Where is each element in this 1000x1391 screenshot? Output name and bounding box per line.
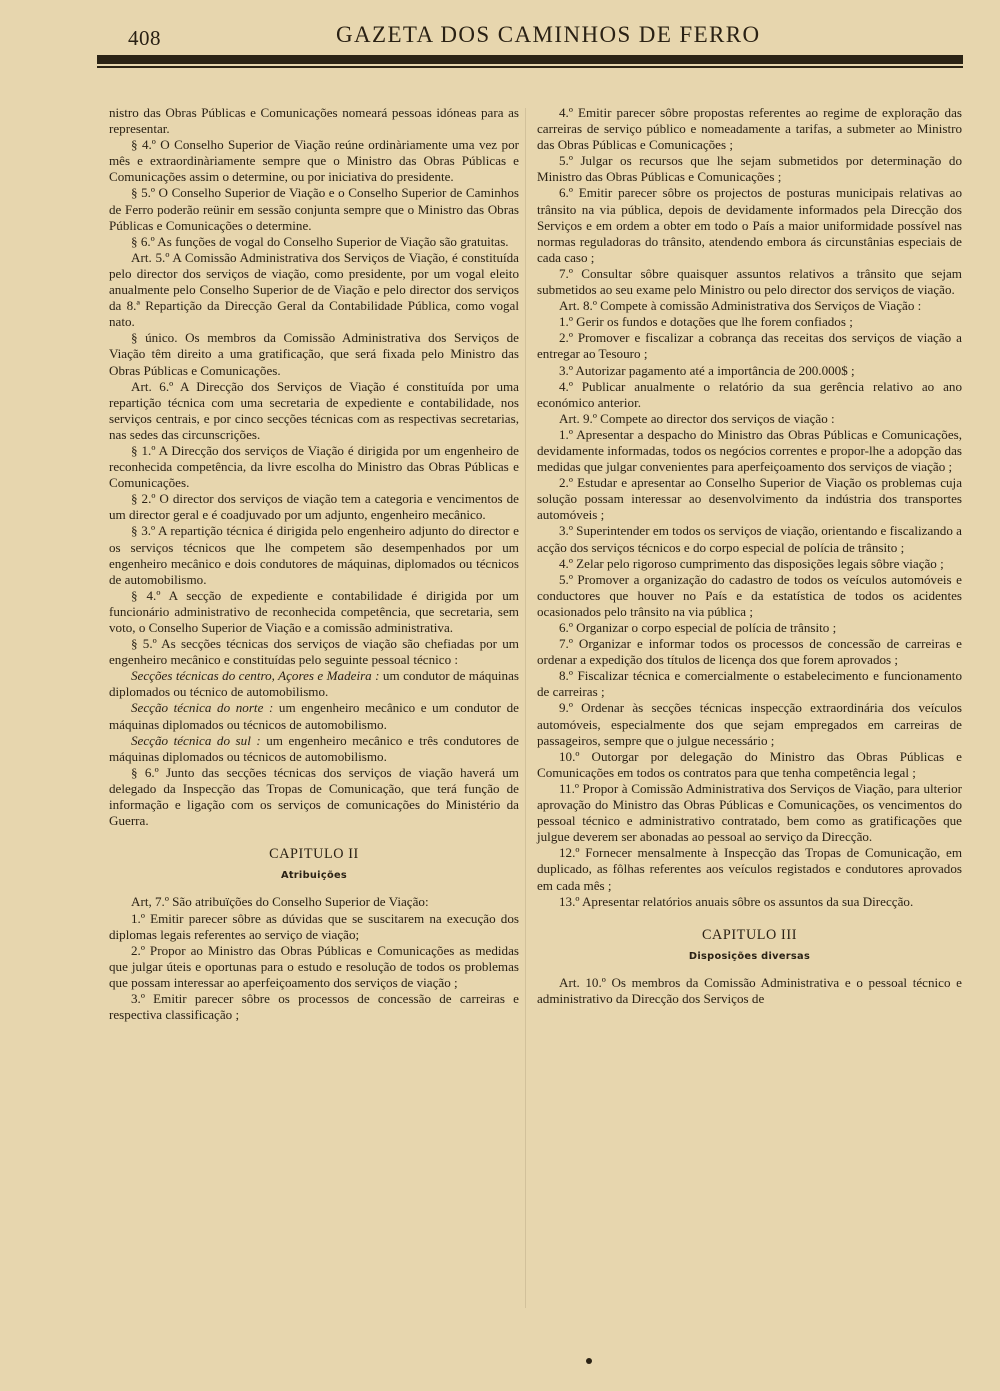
paragraph: 9.º Ordenar às secções técnicas inspecção extraordinária dos veículos automóveis, especialmente dos que sejam empregados em carreiras de passageiros, sempre que o julgue necessário ;	[537, 700, 962, 748]
paragraph: 3.º Autorizar pagamento até a importância de 200.000$ ;	[559, 362, 855, 378]
paragraph: § 4.º O Conselho Superior de Viação reúne ordinàriamente uma vez por mês e extraordinàriamente sempre que o Ministro das Obras Públicas e Comunicações assim o determine, ou por iniciativa do presidente.	[109, 137, 519, 185]
paragraph: § 5.º As secções técnicas dos serviços de viação são chefiadas por um engenheiro mecânico e constituídas pelo seguinte pessoal técnico :	[109, 636, 519, 668]
paragraph: 2.º Promover e fiscalizar a cobrança das receitas dos serviços de viação a entregar ao Tesouro ;	[537, 330, 962, 362]
chapter-subtitle: Disposições diversas	[688, 950, 811, 962]
chapter-subtitle: Atribuições	[280, 870, 348, 882]
paragraph: 6.º Organizar o corpo especial de polícia de trânsito ;	[559, 620, 837, 635]
header-rule-thick	[97, 55, 963, 64]
page-number: 408	[128, 26, 161, 50]
paragraph: § 6.º Junto das secções técnicas dos serviços de viação haverá um delegado da Inspecção das Tropas de Comunicação, que terá função de informação e ligação com os serviços de comunicações do Ministério da Guerra.	[109, 764, 519, 829]
section-text: um engenheiro mecânico e três condutores de máquinas diplomados ou técnicos de automobilismo.	[109, 732, 519, 764]
paragraph: 7.º Consultar sôbre quaisquer assuntos relativos a trânsito que sejam submetidos ao seu exame pelo Ministro ou pelo director dos serviços de viação.	[537, 265, 962, 298]
masthead-title: GAZETA DOS CAMINHOS DE FERRO	[336, 22, 761, 47]
paragraph: Art. 9.º Compete ao director dos serviços de viação :	[559, 410, 835, 426]
column-divider	[525, 108, 526, 1308]
paragraph: 2.º Propor ao Ministro das Obras Públicas e Comunicações as medidas que julgar úteis e oportunas para o estudo e resolução de todos os problemas que possam interessar ao aperfeiçoamento dos serviços de viação ;	[109, 942, 519, 990]
paragraph: 3.º Superintender em todos os serviços de viação, orientando e fiscalizando a acção dos serviços técnicos e do corpo especial de polícia de trânsito ;	[537, 523, 962, 555]
paragraph: 4.º Publicar anualmente o relatório da sua gerência relativo ao ano económico anterior.	[537, 378, 962, 410]
section-text: um condutor de máquinas diplomados ou técnico de automobilismo.	[109, 668, 519, 700]
paragraph: § 6.º As funções de vogal do Conselho Superior de Viação são gratuitas.	[131, 233, 509, 249]
paragraph: Art. 8.º Compete à comissão Administrativa dos Serviços de Viação :	[559, 298, 922, 314]
section-list-item	[109, 700, 519, 732]
paragraph: 1.º Apresentar a despacho do Ministro das Obras Públicas e Comunicações, devidamente informadas, todos os negócios correntes e propor-lhe a adopção das medidas que julgar convenientes para aperfeiçoamento dos serviços de viação ;	[537, 426, 962, 475]
paragraph: 1.º Emitir parecer sôbre as dúvidas que se suscitarem na execução dos diplomas legais referentes ao serviço de viação;	[109, 910, 519, 942]
paragraph: § 4.º A secção de expediente e contabilidade é dirigida por um funcionário administrativo de reconhecida competência, que secretaria, sem voto, o Conselho Superior de Viação e a comissão administrativa.	[109, 587, 519, 635]
chapter-title: CAPITULO II	[269, 846, 359, 863]
paragraph: 5.º Promover a organização do cadastro de todos os veículos automóveis e conductores que houver no País e da estatística de todos os acidentes ocasionados pelo trânsito na via pública ;	[537, 571, 962, 619]
section-text: um engenheiro mecânico e um condutor de máquinas diplomados ou técnicos de automobilismo.	[109, 700, 519, 732]
section-list-item	[109, 668, 519, 700]
paragraph: 12.º Fornecer mensalmente à Inspecção das Tropas de Comunicação, em duplicado, as fôlhas referentes aos veículos registados e condutores aprovados em cada mês ;	[537, 845, 962, 893]
section-label: Secções técnicas do centro, Açores e Madeira :	[131, 668, 380, 684]
paragraph: Art. 6.º A Direcção dos Serviços de Viação é constituída por uma repartição técnica com uma secretaria de expediente e contabilidade, nos serviços centrais, e por cinco secções técnicas com as respectivas secretarias, nas sedes das circunscrições.	[109, 378, 519, 442]
paragraph: 13.º Apresentar relatórios anuais sôbre os assuntos da sua Direcção.	[559, 893, 914, 909]
paragraph: Art. 5.º A Comissão Administrativa dos Serviços de Viação, é constituída pelo director dos serviços de viação, como presidente, por um vogal eleito anualmente pelo Conselho Superior de de Viação e pelo director dos serviços da 8.ª Repartição da Direcção Geral da Contabilidade Pública, como vogal nato.	[109, 249, 519, 330]
section-label: Secção técnica do sul :	[131, 732, 261, 748]
paragraph: § 1.º A Direcção dos serviços de Viação é dirigida por um engenheiro de reconhecida competência, da livre escolha do Ministro das Obras Públicas e Comunicações.	[109, 442, 519, 491]
left-column	[109, 105, 519, 1023]
section-label: Secção técnica do norte :	[131, 700, 274, 716]
paragraph: 4.º Emitir parecer sôbre propostas referentes ao regime de exploração das carreiras de serviço público e nomeadamente a tarifas, a submeter ao Ministro das Obras Públicas e Comunicações ;	[537, 105, 962, 153]
paragraph: 11.º Propor à Comissão Administrativa dos Serviços de Viação, para ulterior aprovação do Ministro das Obras Públicas e Comunicações, os vencimentos do pessoal técnico e administrativo contratado, bem como as gratificações que julgue deverem ser abonadas ao pessoal ao serviço da Direcção.	[537, 780, 962, 845]
paragraph: 4.º Zelar pelo rigoroso cumprimento das disposições legais sôbre viação ;	[559, 555, 944, 571]
paragraph: 2.º Estudar e apresentar ao Conselho Superior de Viação os problemas cuja solução possam interessar ao desenvolvimento da indústria dos transportes automóveis ;	[537, 475, 962, 523]
paragraph: 7.º Organizar e informar todos os processos de concessão de carreiras e ordenar a expedição dos títulos de licença dos que forem aprovados ;	[537, 636, 962, 668]
paragraph: nistro das Obras Públicas e Comunicações nomeará pessoas idóneas para as representar.	[109, 105, 519, 137]
section-list-item	[109, 733, 519, 765]
paragraph: 5.º Julgar os recursos que lhe sejam submetidos por determinação do Ministro das Obras Públicas e Comunicações ;	[537, 153, 962, 185]
paragraph: § único. Os membros da Comissão Administrativa dos Serviços de Viação têm direito a uma gratificação, que será fixada pelo Ministro das Obras Públicas e Comunicações.	[109, 330, 519, 378]
paragraph: § 5.º O Conselho Superior de Viação e o Conselho Superior de Caminhos de Ferro poderão reünir em sessão conjunta sempre que o Ministro das Obras Públicas e Comunicações o determine.	[109, 185, 519, 233]
ornament-dot	[586, 1358, 592, 1364]
paragraph: 8.º Fiscalizar técnica e comercialmente o estabelecimento e funcionamento de carreiras ;	[537, 668, 962, 700]
paragraph: 3.º Emitir parecer sôbre os processos de concessão de carreiras e respectiva classificação ;	[109, 990, 519, 1023]
paragraph: § 3.º A repartição técnica é dirigida pelo engenheiro adjunto do director e os serviços técnicos que lhe competem são desempenhados por um engenheiro mecânico e dois condutores de máquinas, diplomados ou técnicos de automobilismo.	[109, 523, 519, 587]
paragraph: Art. 10.º Os membros da Comissão Administrativa e o pessoal técnico e administrativo da Direcção dos Serviços de	[537, 974, 962, 1006]
paragraph: Art, 7.º São atribuïções do Conselho Superior de Viação:	[131, 894, 429, 910]
header-rule-thin	[97, 66, 963, 68]
chapter-title: CAPITULO III	[701, 926, 798, 943]
paragraph: 6.º Emitir parecer sôbre os projectos de posturas municipais relativas ao trânsito na via pública, depois de devidamente informados pela Direcção dos Serviços e em ordem a obter em todo o País a maior uniformidade possível nas normas reguladoras do trânsito, atendendo embora ás circunstânias especiais de cada caso ;	[537, 185, 962, 265]
paragraph: § 2.º O director dos serviços de viação tem a categoria e vencimentos de um director geral e é coadjuvado por um adjunto, engenheiro mecânico.	[109, 491, 519, 523]
paragraph: 1.º Gerir os fundos e dotações que lhe forem confiados ;	[559, 314, 853, 330]
right-column	[537, 105, 962, 1007]
paragraph: 10.º Outorgar por delegação do Ministro das Obras Públicas e Comunicações em todos os contratos para que tenha competência legal ;	[537, 748, 962, 780]
